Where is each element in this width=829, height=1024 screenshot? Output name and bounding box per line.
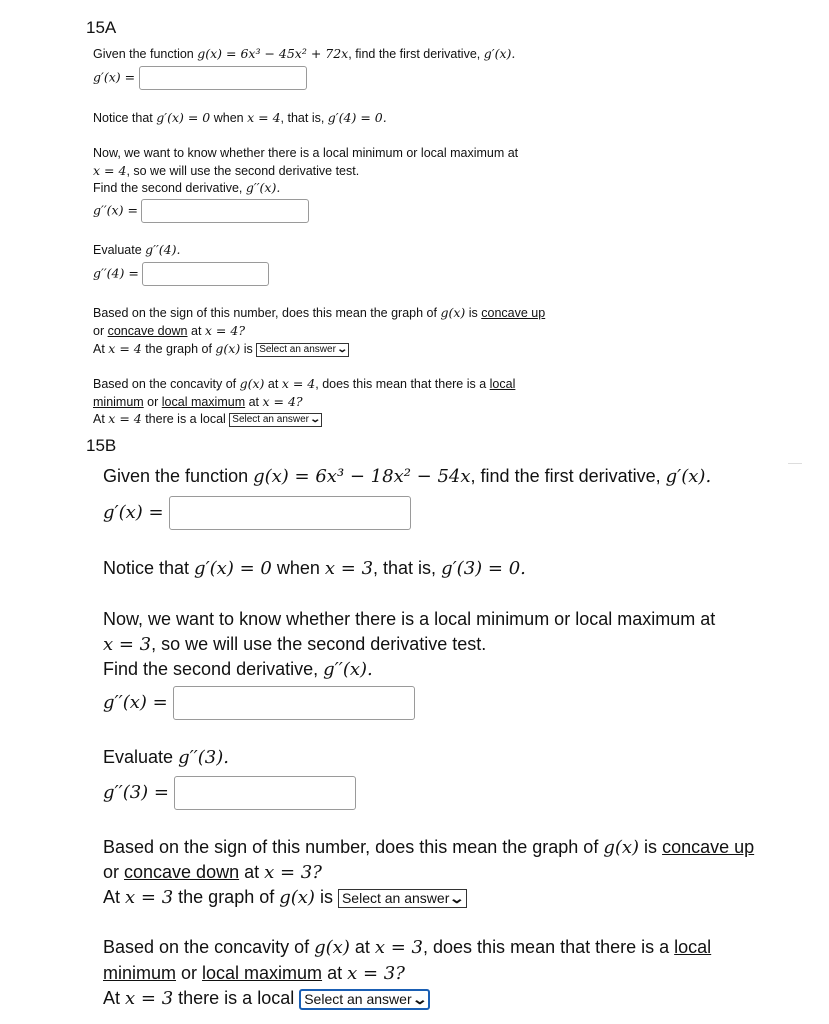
evaluate-text: Evaluate g′′(3). xyxy=(103,747,229,768)
concavity-question-line2: minimum or local maximum at x = 3? xyxy=(103,963,405,984)
notice-text: Notice that g′(x) = 0 when x = 4, that is, g′(4) = 0. xyxy=(93,110,387,125)
concavity-select[interactable]: Select an answer⌄ xyxy=(338,889,467,908)
second-derivative-row: g′′(x) = xyxy=(93,199,309,223)
evaluate-row: g′′(3) = xyxy=(103,776,356,810)
given-function-text: Given the function g(x) = 6x³ − 18x² − 54x, find the first derivative, g′(x). xyxy=(103,466,712,487)
concavity-question-line1: Based on the concavity of g(x) at x = 3, does this mean that there is a local xyxy=(103,937,712,958)
find-second-derivative-text: Find the second derivative, g′′(x). xyxy=(93,180,281,195)
divider xyxy=(788,463,802,464)
now-text-line2: x = 4, so we will use the second derivative test. xyxy=(93,163,360,178)
first-derivative-input[interactable] xyxy=(139,66,307,90)
extremum-select[interactable]: Select an answer⌄ xyxy=(229,413,322,427)
given-function-text: Given the function g(x) = 6x³ − 45x² + 72x, find the first derivative, g′(x). xyxy=(93,46,516,61)
sign-question-line2: or concave down at x = 3? xyxy=(103,862,322,883)
find-second-derivative-text: Find the second derivative, g′′(x). xyxy=(103,659,373,680)
now-text-line2: x = 3, so we will use the second derivative test. xyxy=(103,634,487,655)
first-derivative-row: g′(x) = xyxy=(93,66,307,90)
evaluate-input[interactable] xyxy=(142,262,269,286)
concavity-select[interactable]: Select an answer⌄ xyxy=(256,343,349,357)
section-15a-heading: 15A xyxy=(86,18,117,37)
section-15b-heading: 15B xyxy=(86,436,117,455)
chevron-down-icon: ⌄ xyxy=(336,343,348,355)
first-derivative-row: g′(x) = xyxy=(103,496,411,530)
notice-text: Notice that g′(x) = 0 when x = 3, that is, g′(3) = 0. xyxy=(103,558,526,579)
sign-question-line1: Based on the sign of this number, does this mean the graph of g(x) is concave up xyxy=(93,305,546,320)
concavity-question-line2: minimum or local maximum at x = 4? xyxy=(93,394,303,409)
extremum-answer-row: At x = 4 there is a local Select an answer⌄ xyxy=(93,411,322,426)
second-derivative-row: g′′(x) = xyxy=(103,686,415,720)
sign-question-line1: Based on the sign of this number, does this mean the graph of g(x) is concave up xyxy=(103,837,755,858)
now-text-line1: Now, we want to know whether there is a local minimum or local maximum at xyxy=(103,609,716,629)
concavity-question-line1: Based on the concavity of g(x) at x = 4, does this mean that there is a local xyxy=(93,376,516,391)
evaluate-input[interactable] xyxy=(174,776,356,810)
first-derivative-input[interactable] xyxy=(169,496,411,530)
second-derivative-input[interactable] xyxy=(173,686,415,720)
now-text-line1: Now, we want to know whether there is a local minimum or local maximum at xyxy=(93,146,519,160)
concavity-answer-row: At x = 3 the graph of g(x) is Select an answer⌄ xyxy=(103,887,466,908)
chevron-down-icon: ⌄ xyxy=(449,889,466,906)
chevron-down-icon: ⌄ xyxy=(309,413,322,425)
evaluate-row: g′′(4) = xyxy=(93,262,269,286)
extremum-select[interactable]: Select an answer⌄ xyxy=(299,989,430,1010)
concavity-answer-row: At x = 4 the graph of g(x) is Select an answer⌄ xyxy=(93,341,348,356)
evaluate-text: Evaluate g′′(4). xyxy=(93,242,181,257)
second-derivative-input[interactable] xyxy=(141,199,309,223)
sign-question-line2: or concave down at x = 4? xyxy=(93,323,246,338)
chevron-down-icon: ⌄ xyxy=(411,990,428,1007)
extremum-answer-row: At x = 3 there is a local Select an answer⌄ xyxy=(103,988,430,1010)
